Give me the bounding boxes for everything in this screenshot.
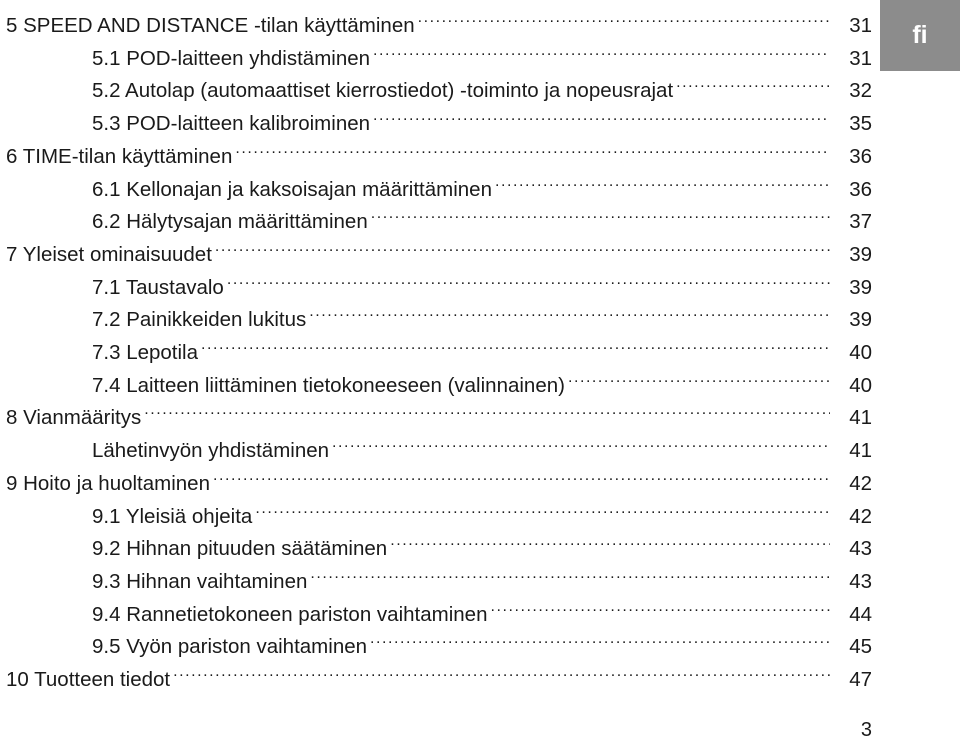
toc-entry-title: 7.2 Painikkeiden lukitus bbox=[92, 308, 307, 332]
toc-entry-page: 40 bbox=[849, 373, 872, 397]
toc-entry[interactable] bbox=[0, 164, 872, 201]
toc-entry-title: 6.1 Kellonajan ja kaksoisajan määrittäminen bbox=[92, 177, 492, 201]
toc-entry[interactable] bbox=[0, 33, 872, 70]
dot-leader bbox=[495, 164, 830, 196]
toc-entry[interactable] bbox=[0, 523, 872, 561]
toc-entry-page: 43 bbox=[849, 537, 872, 561]
toc-entry-title: 7 Yleiset ominaisuudet bbox=[6, 242, 212, 266]
dot-leader bbox=[332, 425, 830, 457]
dot-leader bbox=[213, 458, 830, 490]
toc-entry-title: 5 SPEED AND DISTANCE -tilan käyttäminen bbox=[6, 14, 415, 37]
toc-entry-page: 31 bbox=[849, 14, 872, 37]
toc-entry-title: 5.2 Autolap (automaattiset kierrostiedot) -toiminto ja nopeusrajat bbox=[92, 79, 674, 103]
toc-entry-title: 7.1 Taustavalo bbox=[92, 275, 224, 299]
toc-entry-title: 9.4 Rannetietokoneen pariston vaihtaminen bbox=[92, 602, 488, 626]
dot-leader bbox=[144, 392, 830, 424]
toc-entry[interactable] bbox=[0, 589, 872, 626]
dot-leader bbox=[310, 556, 830, 588]
dot-leader bbox=[309, 294, 830, 326]
toc-entry-title: 6.2 Hälytysajan määrittäminen bbox=[92, 210, 368, 234]
toc-entry-page: 41 bbox=[849, 406, 872, 430]
toc-entry[interactable] bbox=[0, 360, 872, 397]
toc-entry[interactable] bbox=[0, 556, 872, 593]
dot-leader bbox=[676, 65, 830, 97]
toc-entry-title: 9 Hoito ja huoltaminen bbox=[6, 471, 210, 495]
dot-leader bbox=[235, 131, 830, 163]
toc-entry-page: 42 bbox=[849, 471, 872, 495]
dot-leader bbox=[215, 229, 830, 261]
toc-entry-title: 9.3 Hihnan vaihtaminen bbox=[92, 569, 308, 593]
toc-entry[interactable] bbox=[0, 654, 872, 691]
toc-entry-title: 10 Tuotteen tiedot bbox=[6, 668, 171, 691]
toc-entry-page: 47 bbox=[849, 668, 872, 691]
toc-entry[interactable] bbox=[0, 98, 872, 136]
dot-leader bbox=[373, 33, 830, 65]
toc-entry-page: 40 bbox=[849, 341, 872, 364]
toc-entry-title: Lähetinvyön yhdistäminen bbox=[92, 439, 330, 463]
dot-leader bbox=[490, 589, 830, 621]
toc-entry[interactable] bbox=[0, 327, 872, 364]
toc-entry-page: 43 bbox=[849, 569, 872, 593]
toc-entry-page: 42 bbox=[849, 504, 872, 528]
toc-entry[interactable] bbox=[0, 65, 872, 103]
toc-entry-page: 36 bbox=[849, 177, 872, 201]
dot-leader bbox=[568, 360, 830, 392]
toc-entry-title: 7.3 Lepotila bbox=[92, 341, 199, 364]
toc-entry[interactable] bbox=[0, 294, 872, 332]
page-number: 3 bbox=[860, 719, 872, 741]
toc-entry[interactable] bbox=[0, 458, 872, 495]
dot-leader bbox=[201, 327, 830, 359]
toc-entry-page: 35 bbox=[849, 112, 872, 136]
dot-leader bbox=[373, 98, 830, 130]
dot-leader bbox=[255, 491, 830, 523]
language-tab: fi bbox=[880, 0, 960, 71]
toc-entry[interactable] bbox=[0, 491, 872, 528]
dot-leader bbox=[173, 654, 830, 686]
toc-entry[interactable] bbox=[0, 392, 872, 430]
dot-leader bbox=[370, 621, 830, 653]
toc-entry[interactable] bbox=[0, 425, 872, 463]
toc-entry-page: 36 bbox=[849, 144, 872, 168]
toc-entry-page: 37 bbox=[849, 210, 872, 234]
toc-entry-title: 9.2 Hihnan pituuden säätäminen bbox=[92, 537, 388, 561]
toc-entry-title: 8 Vianmääritys bbox=[6, 406, 142, 430]
toc-entry[interactable] bbox=[0, 229, 872, 266]
toc-entry-page: 41 bbox=[849, 439, 872, 463]
toc-entry-title: 9.5 Vyön pariston vaihtaminen bbox=[92, 635, 368, 659]
toc-entry-page: 44 bbox=[849, 602, 872, 626]
toc-entry-page: 31 bbox=[849, 46, 872, 70]
dot-leader bbox=[390, 523, 830, 555]
dot-leader bbox=[418, 0, 830, 32]
toc-entry-page: 39 bbox=[849, 275, 872, 299]
dot-leader bbox=[227, 262, 830, 294]
dot-leader bbox=[371, 196, 830, 228]
toc-entry[interactable] bbox=[0, 262, 872, 299]
toc-entry[interactable] bbox=[0, 621, 872, 659]
toc-entry-title: 9.1 Yleisiä ohjeita bbox=[92, 504, 253, 528]
toc-entry[interactable] bbox=[0, 0, 872, 37]
toc-entry-title: 7.4 Laitteen liittäminen tietokoneeseen (valinnainen) bbox=[92, 373, 565, 397]
toc-entry[interactable] bbox=[0, 196, 872, 234]
toc-entry[interactable] bbox=[0, 131, 872, 168]
toc-entry-page: 39 bbox=[849, 308, 872, 332]
toc-entry-page: 32 bbox=[849, 79, 872, 103]
toc-entry-page: 39 bbox=[849, 242, 872, 266]
toc-entry-title: 5.3 POD-laitteen kalibroiminen bbox=[92, 112, 371, 136]
toc-entry-title: 5.1 POD-laitteen yhdistäminen bbox=[92, 46, 371, 70]
toc-entry-title: 6 TIME-tilan käyttäminen bbox=[6, 144, 233, 168]
toc-entry-page: 45 bbox=[849, 635, 872, 659]
